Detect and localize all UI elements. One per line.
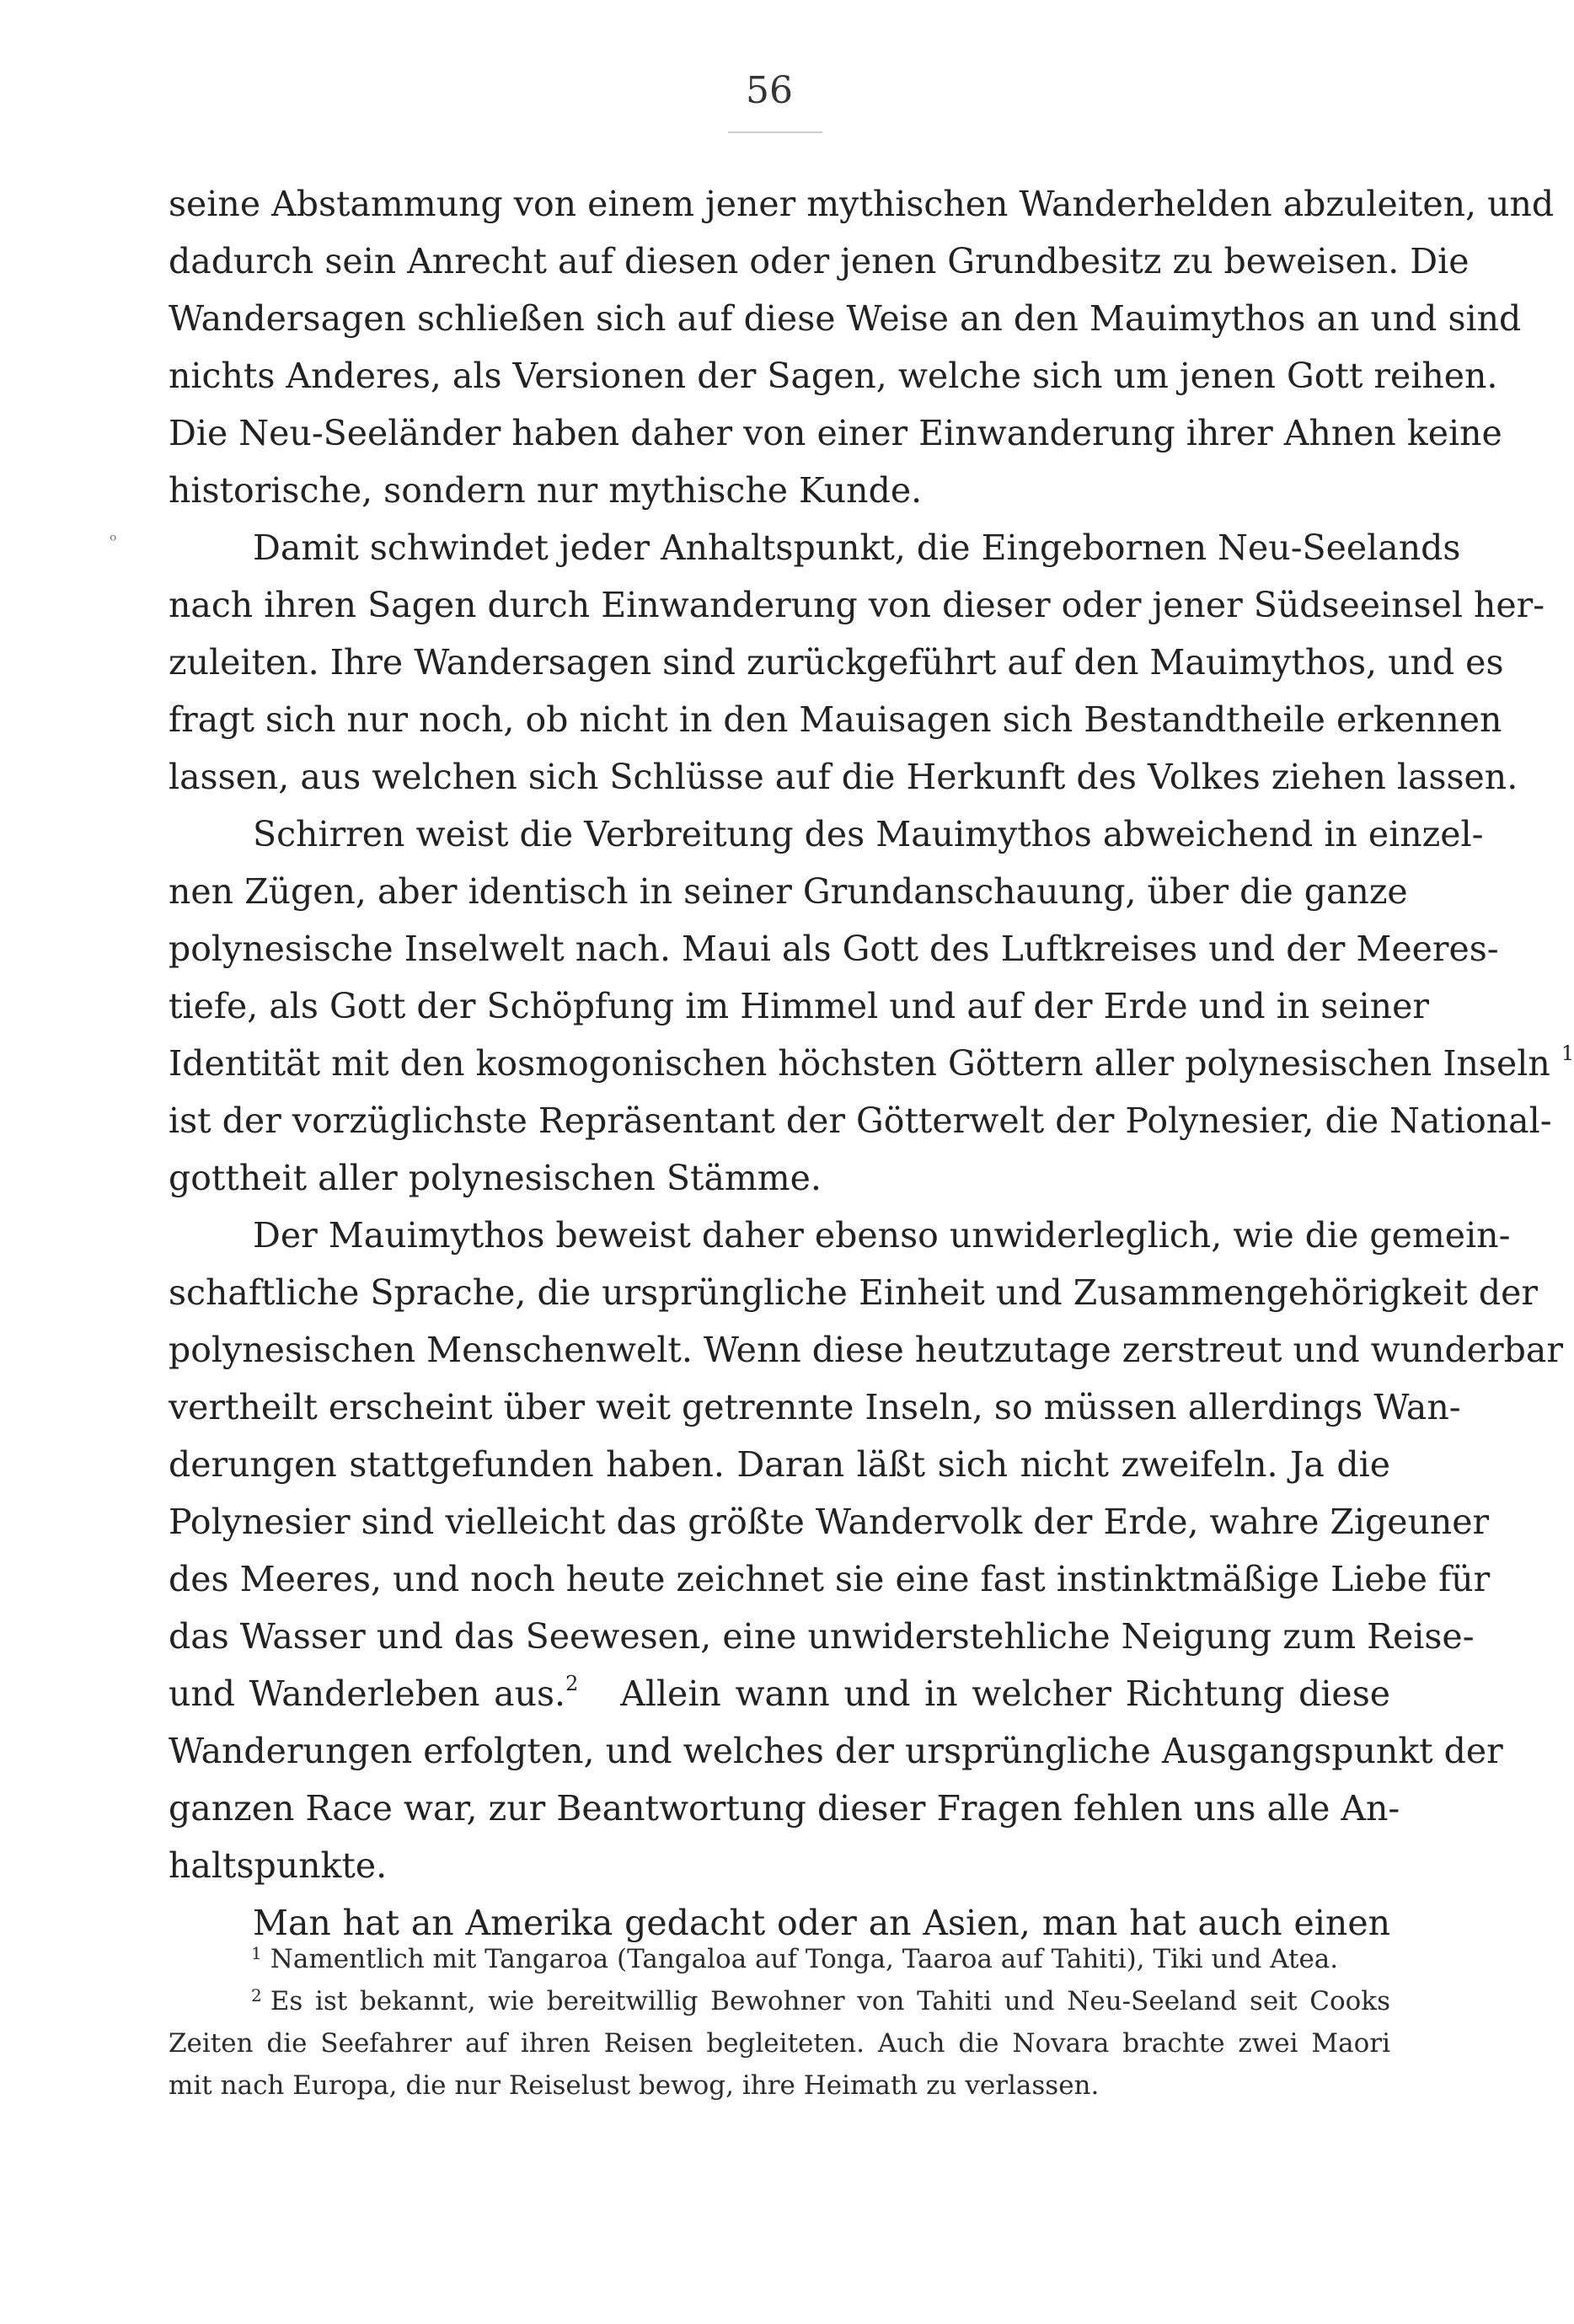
text-line: seine Abstammung von einem jener mythischen Wanderhelden abzuleiten, und (169, 184, 1555, 224)
text-line-tail: Allein wann und in welcher Richtung diese (620, 1673, 1390, 1714)
text-line: Wandersagen schließen sich auf diese Weise an den Mauimythos an und sind (169, 298, 1522, 339)
text-line: dadurch sein Anrecht auf diesen oder jenen Grundbesitz zu beweisen. Die (169, 241, 1470, 281)
text-line-with-footnote (169, 1035, 1574, 1092)
footnote-text: Namentlich mit Tangaroa (Tangaloa auf Tonga, Taaroa auf Tahiti), Tiki und Atea. (270, 1944, 1339, 1974)
footnote-text: Es ist bekannt, wie bereitwillig Bewohner von Tahiti und Neu-Seeland seit Cooks (270, 1986, 1390, 2016)
text-line: Der Mauimythos beweist daher ebenso unwiderleglich, wie die gemein- (253, 1215, 1511, 1256)
text-line: nach ihren Sagen durch Einwanderung von dieser oder jener Südseeinsel her- (169, 585, 1545, 625)
text-line: nichts Anderes, als Versionen der Sagen, welche sich um jenen Gott reihen. (169, 356, 1498, 396)
text-line: des Meeres, und noch heute zeichnet sie eine fast instinktmäßige Liebe für (169, 1559, 1491, 1599)
footnote-2 (169, 1980, 1390, 2022)
footnote-number: 2 (251, 1985, 262, 2005)
text-line: Wanderungen erfolgten, und welches der ursprüngliche Ausgangspunkt der (169, 1731, 1503, 1771)
text-line: Damit schwindet jeder Anhaltspunkt, die Eingebornen Neu-Seelands (253, 527, 1461, 568)
text-line-content: Identität mit den kosmogonischen höchsten Göttern aller polynesischen Inseln (169, 1043, 1550, 1084)
text-line: polynesischen Menschenwelt. Wenn diese heutzutage zerstreut und wunderbar (169, 1330, 1563, 1370)
text-line: das Wasser und das Seewesen, eine unwiderstehliche Neigung zum Reise- (169, 1616, 1475, 1657)
page-number: 56 (746, 69, 793, 112)
footnote-number: 1 (251, 1943, 262, 1963)
text-line: fragt sich nur noch, ob nicht in den Mauisagen sich Bestandtheile erkennen (169, 699, 1502, 740)
footnote-ref: 1 (1561, 1042, 1574, 1065)
text-line: nen Zügen, aber identisch in seiner Grundanschauung, über die ganze (169, 871, 1408, 912)
text-line: polynesische Inselwelt nach. Maui als Gott des Luftkreises und der Meeres- (169, 929, 1499, 969)
text-line: haltspunkte. (169, 1845, 388, 1886)
footnote-line: mit nach Europa, die nur Reiselust bewog, ihre Heimath zu verlassen. (169, 2070, 1100, 2101)
text-line: Man hat an Amerika gedacht oder an Asien, man hat auch einen (253, 1903, 1390, 1943)
text-line-with-footnote (169, 1665, 1390, 1722)
text-line: historische, sondern nur mythische Kunde. (169, 470, 923, 511)
text-line: derungen stattgefunden haben. Daran läßt sich nicht zweifeln. Ja die (169, 1444, 1390, 1485)
text-line: schaftliche Sprache, die ursprüngliche Einheit und Zusammengehörigkeit der (169, 1272, 1538, 1313)
text-line: tiefe, als Gott der Schöpfung im Himmel und auf der Erde und in seiner (169, 986, 1429, 1026)
text-line: ganzen Race war, zur Beantwortung dieser Fragen fehlen uns alle An- (169, 1788, 1400, 1829)
margin-mark: ᵒ (110, 531, 117, 552)
header-rule (728, 131, 822, 133)
body-text (169, 175, 1574, 1952)
text-line: zuleiten. Ihre Wandersagen sind zurückgeführt auf den Mauimythos, und es (169, 642, 1504, 683)
footnote-line: Zeiten die Seefahrer auf ihren Reisen begleiteten. Auch die Novara brachte zwei Maori (169, 2028, 1390, 2059)
text-line: Die Neu-Seeländer haben daher von einer Einwanderung ihrer Ahnen keine (169, 413, 1502, 453)
footnotes (169, 1938, 1390, 2107)
text-line: ist der vorzüglichste Repräsentant der Götterwelt der Polynesier, die National- (169, 1100, 1552, 1141)
text-line: Polynesier sind vielleicht das größte Wandervolk der Erde, wahre Zigeuner (169, 1502, 1490, 1542)
text-line-content: und Wanderleben aus. (169, 1673, 566, 1714)
footnote-1 (169, 1938, 1390, 1980)
text-line: gottheit aller polynesischen Stämme. (169, 1158, 822, 1198)
text-line: lassen, aus welchen sich Schlüsse auf die Herkunft des Volkes ziehen lassen. (169, 757, 1518, 797)
text-line: vertheilt erscheint über weit getrennte Inseln, so müssen allerdings Wan- (169, 1387, 1461, 1427)
footnote-ref: 2 (565, 1672, 579, 1695)
text-line: Schirren weist die Verbreitung des Mauimythos abweichend in einzel- (253, 814, 1484, 854)
